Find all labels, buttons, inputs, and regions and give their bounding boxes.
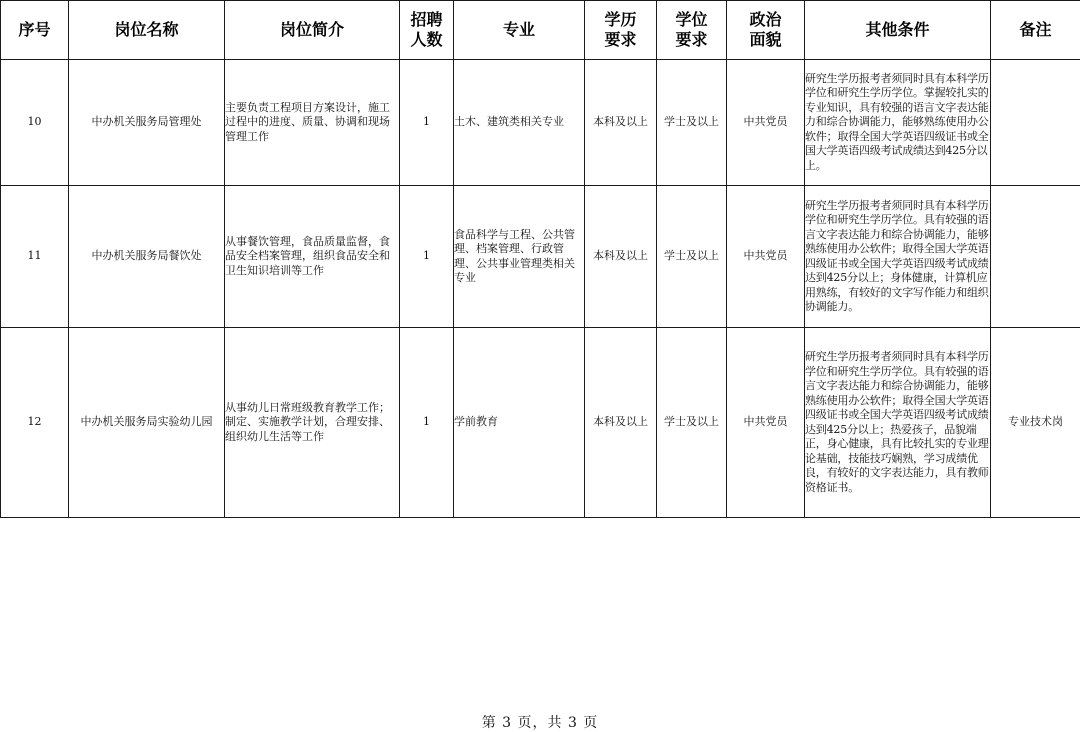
- header-other-conditions: 其他条件: [805, 1, 991, 60]
- cell-remarks: [991, 60, 1080, 186]
- header-position-name: 岗位名称: [69, 1, 225, 60]
- cell-major: 食品科学与工程、公共管理、档案管理、行政管理、公共事业管理类相关专业: [454, 186, 585, 328]
- cell-headcount: 1: [400, 186, 454, 328]
- header-remarks: 备注: [991, 1, 1080, 60]
- cell-headcount: 1: [400, 328, 454, 518]
- cell-degree: 学士及以上: [657, 186, 727, 328]
- cell-remarks: 专业技术岗: [991, 328, 1080, 518]
- cell-major: 土木、建筑类相关专业: [454, 60, 585, 186]
- cell-position-name: 中办机关服务局管理处: [69, 60, 225, 186]
- cell-major: 学前教育: [454, 328, 585, 518]
- header-political-status: [727, 1, 805, 60]
- table-row: [1, 328, 1080, 518]
- cell-education: 本科及以上: [585, 60, 657, 186]
- header-headcount-line2: 人数: [410, 30, 443, 49]
- header-position-intro: 岗位简介: [225, 1, 400, 60]
- cell-index: 10: [1, 60, 69, 186]
- header-political-line2: 面貌: [749, 30, 782, 49]
- cell-position-name: 中办机关服务局餐饮处: [69, 186, 225, 328]
- cell-index: 11: [1, 186, 69, 328]
- cell-position-name: 中办机关服务局实验幼儿园: [69, 328, 225, 518]
- cell-political-status: 中共党员: [727, 328, 805, 518]
- cell-position-intro: 从事餐饮管理，食品质量监督，食品安全档案管理，组织食品安全和卫生知识培训等工作: [225, 186, 400, 328]
- table-header: [1, 1, 1080, 60]
- table-row: [1, 60, 1080, 186]
- header-degree-line2: 要求: [675, 30, 708, 49]
- page-number-footer: 第 3 页，共 3 页: [481, 715, 599, 731]
- cell-position-intro: 从事幼儿日常班级教育教学工作；制定、实施教学计划，合理安排、组织幼儿生活等工作: [225, 328, 400, 518]
- cell-other-conditions: 研究生学历报考者须同时具有本科学历学位和研究生学历学位。具有较强的语言文字表达能力和综合协调能力，能够熟练使用办公软件；取得全国大学英语四级证书或全国大学英语四级考试成绩达到425分以上；身体健康，计算机应用熟练，有较好的文字写作能力和组织协调能力。: [805, 186, 991, 328]
- cell-education: 本科及以上: [585, 328, 657, 518]
- header-political-line1: 政治: [749, 10, 782, 29]
- cell-degree: 学士及以上: [657, 60, 727, 186]
- header-index: 序号: [1, 1, 69, 60]
- cell-political-status: 中共党员: [727, 60, 805, 186]
- cell-other-conditions: 研究生学历报考者须同时具有本科学历学位和研究生学历学位。掌握较扎实的专业知识，具有较强的语言文字表达能力和综合协调能力，能够熟练使用办公软件；取得全国大学英语四级证书或全国大学英语四级考试成绩达到425分以上。: [805, 60, 991, 186]
- cell-remarks: [991, 186, 1080, 328]
- table-row: [1, 186, 1080, 328]
- cell-headcount: 1: [400, 60, 454, 186]
- cell-position-intro: 主要负责工程项目方案设计，施工过程中的进度、质量、协调和现场管理工作: [225, 60, 400, 186]
- cell-index: 12: [1, 328, 69, 518]
- cell-other-conditions: 研究生学历报考者须同时具有本科学历学位和研究生学历学位。具有较强的语言文字表达能力和综合协调能力，能够熟练使用办公软件；取得全国大学英语四级证书或全国大学英语四级考试成绩达到425分以上；热爱孩子，品貌端正，身心健康，具有比较扎实的专业理论基础，技能技巧娴熟，学习成绩优良，有较好的文字表达能力，具有教师资格证书。: [805, 328, 991, 518]
- header-education: [585, 1, 657, 60]
- header-row: [1, 1, 1080, 60]
- header-degree-line1: 学位: [675, 10, 708, 29]
- header-headcount-line1: 招聘: [410, 10, 443, 29]
- cell-education: 本科及以上: [585, 186, 657, 328]
- table-body: [1, 60, 1080, 518]
- header-education-line2: 要求: [604, 30, 637, 49]
- header-headcount: [400, 1, 454, 60]
- header-major: 专业: [454, 1, 585, 60]
- cell-degree: 学士及以上: [657, 328, 727, 518]
- header-degree: [657, 1, 727, 60]
- cell-political-status: 中共党员: [727, 186, 805, 328]
- header-education-line1: 学历: [604, 10, 637, 29]
